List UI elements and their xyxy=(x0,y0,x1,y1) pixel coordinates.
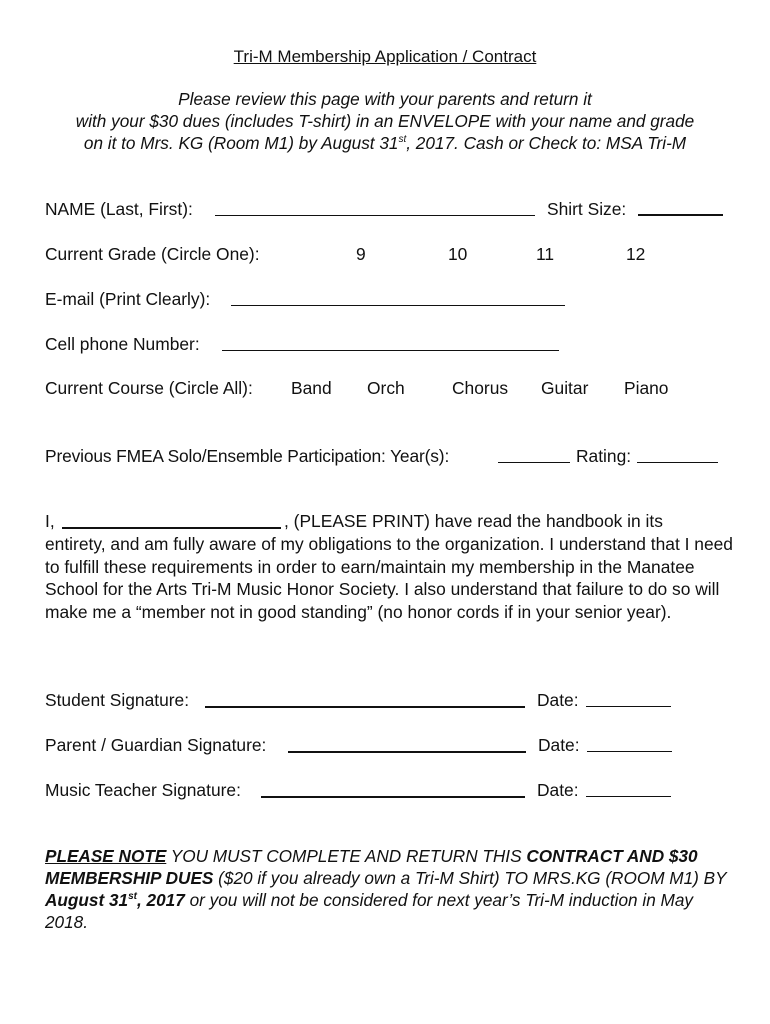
course-option-chorus[interactable]: Chorus xyxy=(452,378,509,398)
instructions xyxy=(30,88,740,154)
rating-label: Rating: xyxy=(576,446,632,466)
note-deadline xyxy=(45,890,185,910)
note-deadline-date: August 31 xyxy=(45,890,129,910)
important-note xyxy=(45,845,735,933)
phone-field[interactable] xyxy=(222,350,559,351)
course-option-guitar[interactable]: Guitar xyxy=(541,378,589,398)
student-date-label: Date: xyxy=(537,690,579,710)
parent-signature-label: Parent / Guardian Signature: xyxy=(45,735,267,755)
grade-label: Current Grade (Circle One): xyxy=(45,244,260,264)
page-title: Tri-M Membership Application / Contract xyxy=(233,47,537,66)
teacher-date-label: Date: xyxy=(537,780,579,800)
fmea-year-field[interactable] xyxy=(498,462,570,463)
course-label: Current Course (Circle All): xyxy=(45,378,253,398)
note-text-1: YOU MUST COMPLETE AND RETURN THIS xyxy=(166,846,527,866)
instructions-line-2: with your $30 dues (includes T-shirt) in an ENVELOPE with your name and grade xyxy=(75,111,695,131)
note-text-2: ($20 if you already own a Tri-M Shirt) TO MRS.KG (ROOM M1) BY xyxy=(213,868,727,888)
parent-date-field[interactable] xyxy=(587,751,672,752)
ordinal-suffix: st xyxy=(128,891,137,902)
teacher-signature-field[interactable] xyxy=(261,796,525,798)
student-signature-label: Student Signature: xyxy=(45,690,190,710)
print-name-field[interactable] xyxy=(62,527,281,529)
instructions-line-3-text: on it to Mrs. KG (Room M1) by August 31 xyxy=(83,133,399,153)
agreement-prefix: I, xyxy=(45,511,55,531)
agreement-text: entirety, and am fully aware of my obligations to the organization. I understand that I need to fulfill these requirements in order to earn/maintain my membership in the Manatee School for the Arts Tri-M Music Honor Society. I also understand that failure to do so will make me a “member not in good standing” (no honor cords if in your senior year). xyxy=(45,534,733,622)
note-deadline-year: , 2017 xyxy=(137,890,185,910)
parent-signature-field[interactable] xyxy=(288,751,526,753)
ordinal-suffix: st xyxy=(398,134,407,145)
parent-date-label: Date: xyxy=(538,735,580,755)
name-label: NAME (Last, First): xyxy=(45,199,193,219)
instructions-line-3 xyxy=(30,132,740,154)
grade-option-9[interactable]: 9 xyxy=(356,244,366,264)
shirt-size-field[interactable] xyxy=(638,214,723,216)
agreement-first-line: , (PLEASE PRINT) have read the handbook in its xyxy=(284,511,663,531)
teacher-signature-label: Music Teacher Signature: xyxy=(45,780,241,800)
email-field[interactable] xyxy=(231,305,565,306)
grade-option-12[interactable]: 12 xyxy=(626,244,646,264)
shirt-size-label: Shirt Size: xyxy=(547,199,627,219)
name-field[interactable] xyxy=(215,215,535,216)
course-option-piano[interactable]: Piano xyxy=(624,378,669,398)
grade-option-11[interactable]: 11 xyxy=(536,244,555,264)
instructions-line-3-end: , 2017. Cash or Check to: MSA Tri-M xyxy=(406,133,687,153)
note-emphasis-1: CONTRACT AND $30 MEMBERSHIP DUES xyxy=(45,846,698,888)
student-signature-field[interactable] xyxy=(205,706,525,708)
note-text-3: or you will not be considered for next year’s Tri-M induction in May 2018. xyxy=(45,890,694,932)
grade-option-10[interactable]: 10 xyxy=(448,244,468,264)
phone-label: Cell phone Number: xyxy=(45,334,200,354)
course-option-orch[interactable]: Orch xyxy=(367,378,405,398)
rating-field[interactable] xyxy=(637,462,718,463)
note-lead: PLEASE NOTE xyxy=(45,846,167,866)
fmea-label: Previous FMEA Solo/Ensemble Participation: Year(s): xyxy=(45,446,450,466)
teacher-date-field[interactable] xyxy=(586,796,671,797)
email-label: E-mail (Print Clearly): xyxy=(45,289,211,309)
course-option-band[interactable]: Band xyxy=(291,378,332,398)
student-date-field[interactable] xyxy=(586,706,671,707)
instructions-line-1: Please review this page with your parents and return it xyxy=(178,89,592,109)
